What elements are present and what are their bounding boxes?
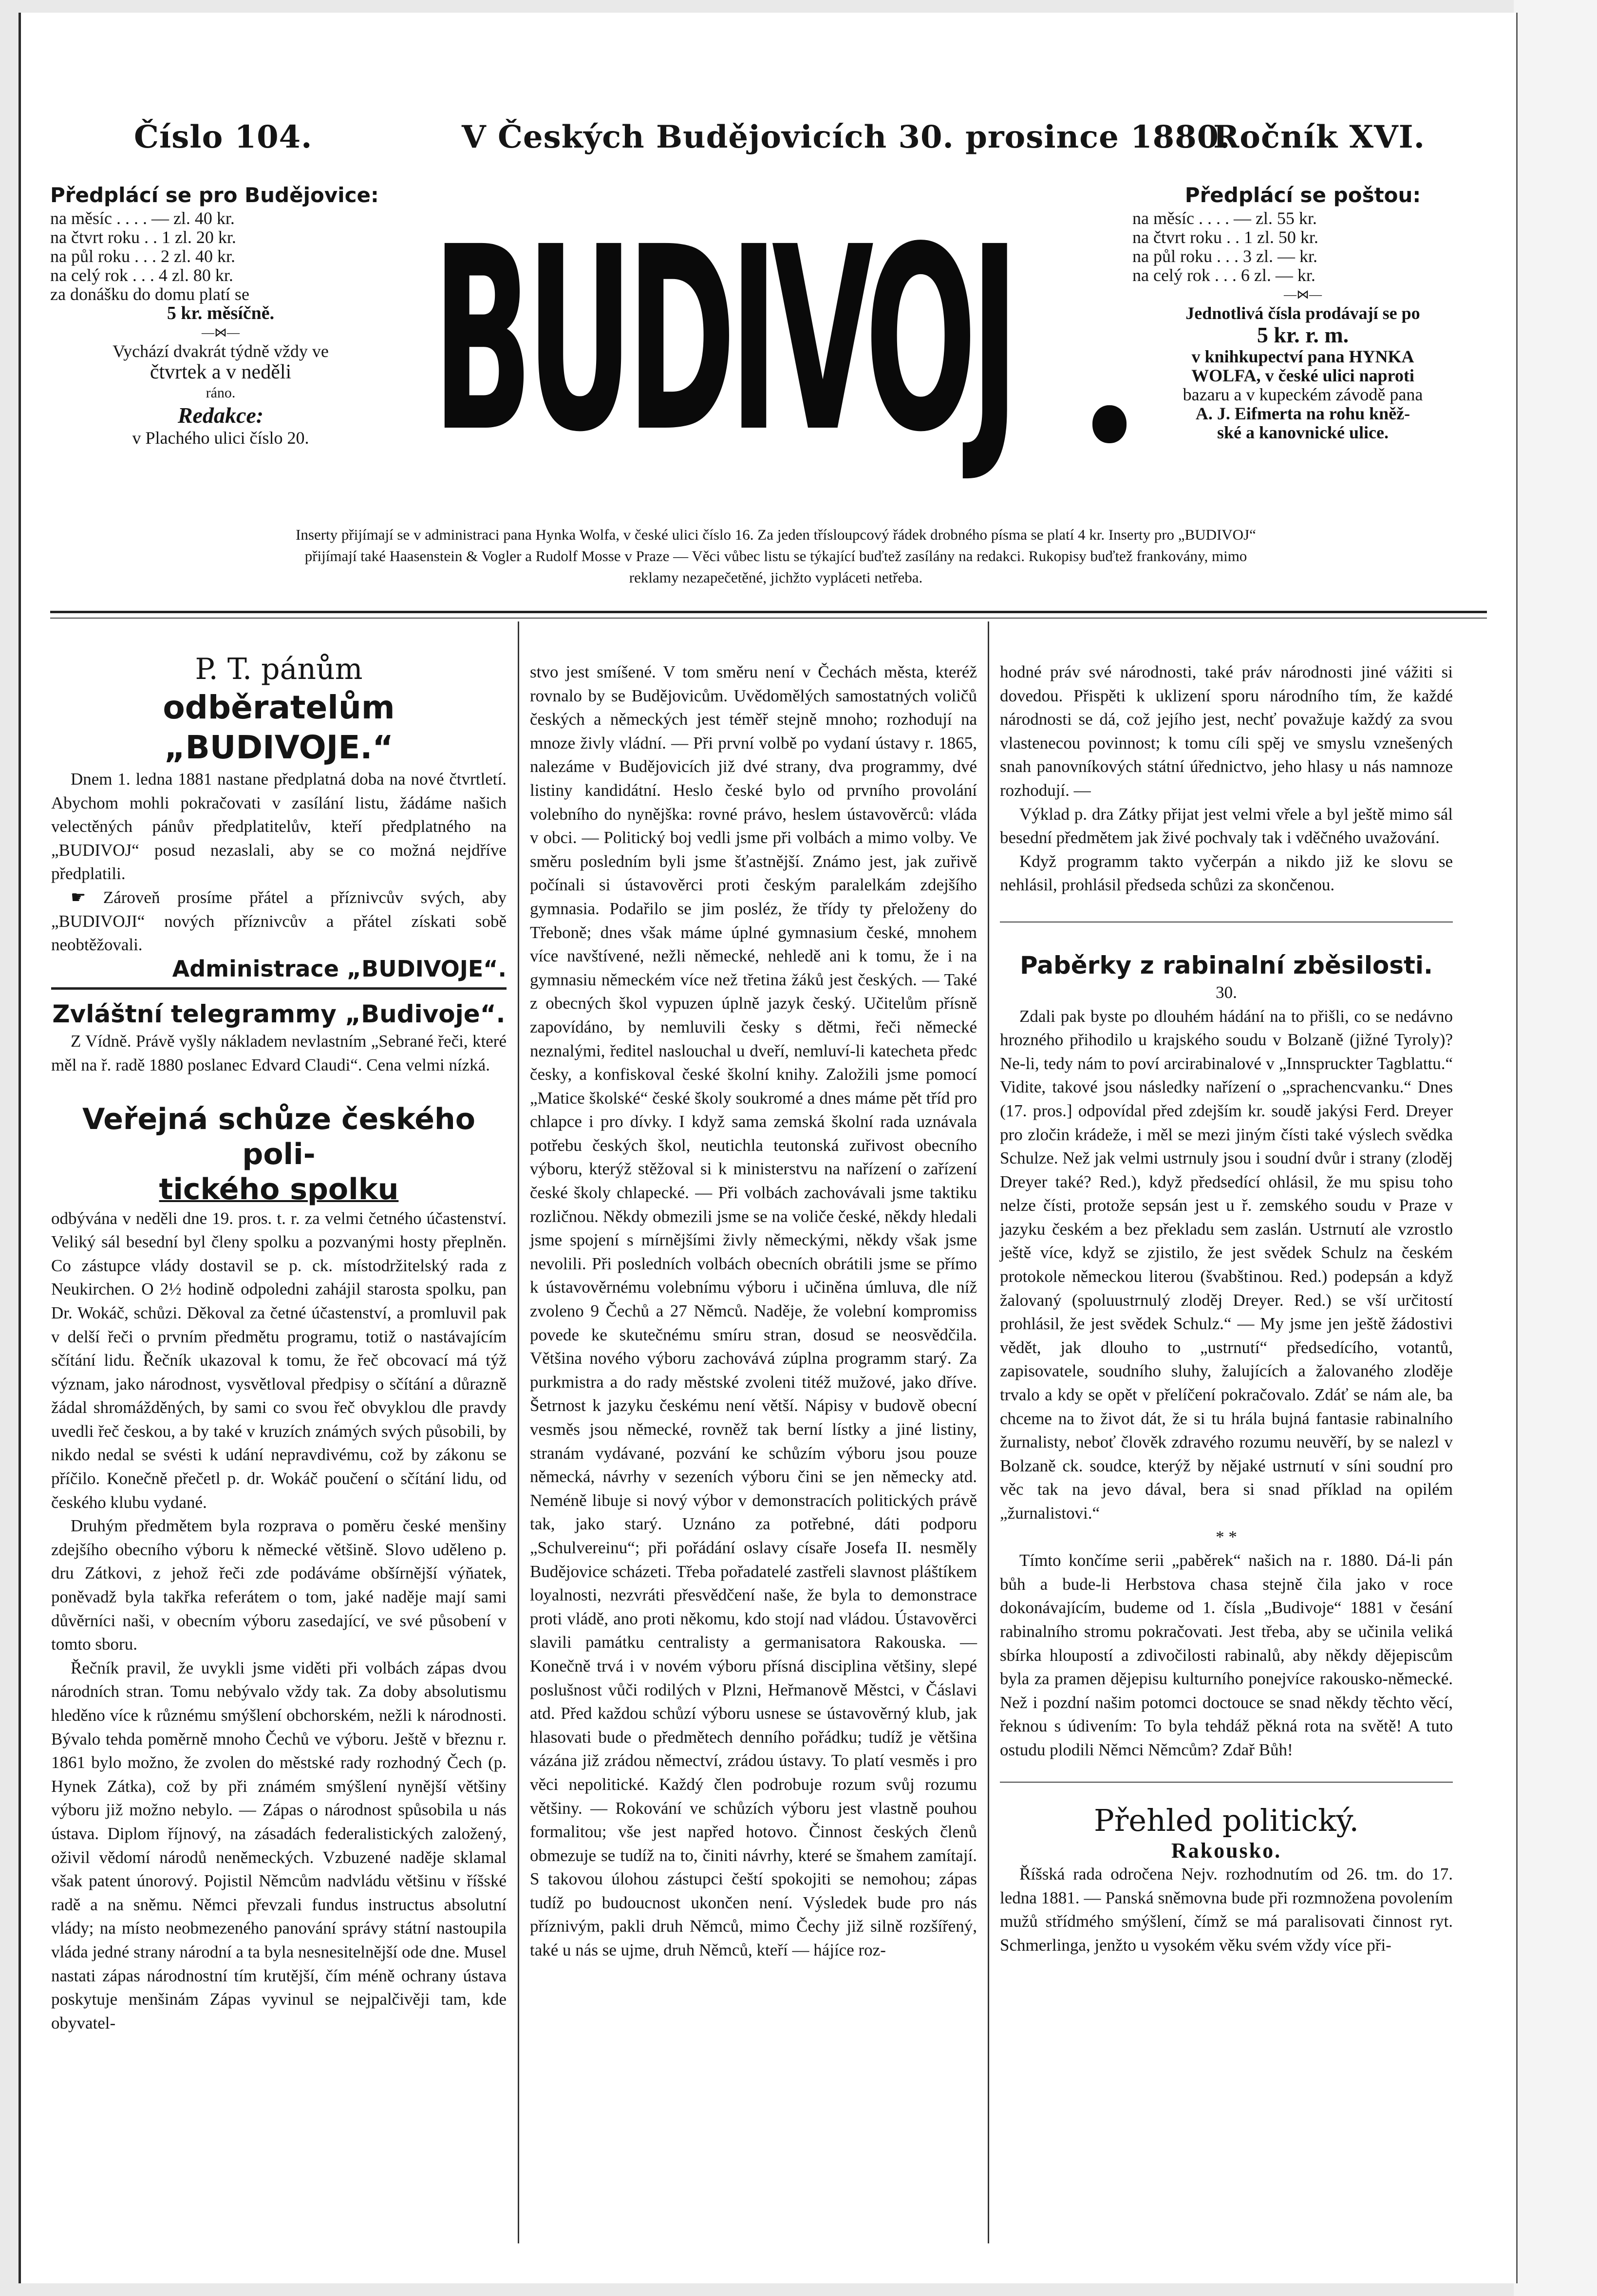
- paberky-title: Paběrky z rabinalní zběsilosti.: [1019, 951, 1433, 979]
- logo-period: [1092, 405, 1127, 443]
- notice-line: reklamy nezapečetěné, jichžto vypláceti netřeba.: [629, 569, 923, 586]
- editor-label: Redakce:: [177, 403, 264, 428]
- article-paragraph: Druhým předmětem byla rozprava o poměru české menšiny zdejšího obecního výboru k německé většině. Slovo uděleno p. dru Zátkovi, z jehož řeči zde podáváme obšírnější výňatek, poněvadž byla takřka referátem o tom, jaké naděje mají sami důvěrníci naši, v obecním výboru zasedající, ve své působení v tomto sboru.: [51, 1516, 507, 1654]
- volume: Ročník XVI.: [1213, 119, 1425, 155]
- issue-number: Číslo 104.: [134, 119, 313, 155]
- notice-line: přijímají také Haasenstein & Vogler a Rudolf Mosse v Praze — Věci vůbec listu se týkající buďtež zasílány na redakci. Rukopisy buďtež frankovány, mimo: [304, 547, 1247, 565]
- section-rule: [1000, 1782, 1453, 1783]
- column-2: [530, 660, 977, 1962]
- price-row: na měsíc . . . . — zl. 40 kr.: [50, 208, 235, 228]
- price-row: na půl roku . . . 2 zl. 40 kr.: [50, 246, 235, 266]
- article-paragraph: Zdali pak byste po dlouhém hádání na to přišli, co se nedávno hrozného přihodilo u krajského soudu v Bolzaně (jižné Tyroly)? Ne-li, tedy nám to poví arcirabinalové v „Innspruckter Tagblattu.“ Vidite, takové jsou následky nařízení o „sprachencvanku.“ Dnes (17. pros.] odpovídal před zdejším kr. soudě jakýsi Ferd. Dreyer pro zločin krádeže, i měl se mezi jiným čísti také výslech svědka Schulze. Než jak velmi ustrnuly jsou i soudní dvůr i strany (zloděj Dreyer také? Red.), když předsedící ohlásil, že mu spisu toho nelze čísti, protože sepsán jest u ř. zemského soudu v Praze v jazyku českém a bez překladu sem zaslán. Ustrnutí ale vzrostlo ještě více, když se zjistilo, že jest svědek Schulz na českém protokole německou literou (švabštinou. Red.) podepsán a když žalovaný (spoluustrnulý zloděj Dreyer. Red.) se vší určitostí prohlásil, že jest svědek Schulz.“ — My jsme jen ještě žádostivi vědět, jak dlouho to „ustrnutí“ předsedícího, votantů, zapisovatele, soudního sluhy, žalujících a žalovaného zloděje trvalo a kdy se opět v přelíčení pokračovalo. Zdáť se nám ale, ba chceme na to život dát, že si tu hrála bujná fantasie rabinalního žurnalisty, neboť člověk zdravého rozumu neuvěří, by se nalezl v Bolzaně ck. soudce, kterýž by nějaké ustrnutí v síni soudní pro věc tak na jevo dával, bera si snad příklad na opilém „žurnalistovi.“: [1000, 1006, 1453, 1523]
- header-rule: [50, 611, 1487, 613]
- subscription-local-title: Předplácí se pro Budějovice:: [50, 183, 379, 207]
- seller-line: WOLFA, v české ulici naproti: [1191, 366, 1414, 385]
- price-row: na čtvrt roku . . 1 zl. 20 kr.: [50, 227, 236, 247]
- notice-body: ☛ Zároveň prosíme přátel a příznivcův svých, aby „BUDIVOJI“ nových příznivcův a přátel získati sobě neobtěžovali.: [51, 887, 507, 955]
- article-title: Veřejná schůze českého poli-: [82, 1102, 475, 1171]
- newspaper-page: [19, 13, 1518, 2283]
- seller-line: bazaru a v kupeckém závodě pana: [1183, 385, 1423, 404]
- seller-line: ské a kanovnické ulice.: [1217, 423, 1389, 442]
- article-paragraph: Tímto končíme serii „paběrek“ našich na r. 1880. Dá-li pán bůh a bude-li Herbstova chasa stejně čila jako v roce dokonávajícím, budeme od 1. čísla „Budivoje“ 1881 v česání rabinalního stromu pokračovati. Jest třeba, aby se učinila veliká sbírka hloupostí a zdivočilosti rabinalů, aby někdy dějepiscům byla za pramen dějepisu kulturního ponejvíce rakousko-německé. Než i pozdní našim potomci doctouce se snad někdy těchto věcí, řeknou s údivením: To byla tehdáž pěkná rota na světě! A tuto ostudu plodili Němci Němcům? Zdař Bůh!: [1000, 1551, 1453, 1759]
- issue-frequency: Vychází dvakrát týdně vždy ve: [113, 341, 329, 361]
- price-row: na měsíc . . . . — zl. 55 kr.: [1132, 208, 1317, 228]
- subscription-post: [1132, 183, 1473, 442]
- notice-body: Dnem 1. ledna 1881 nastane předplatná doba na nové čtvrtletí. Abychom mohli pokračovati v zasílání listu, žádáme našich velectěných pánův předplatitelův, kteří předplatného na „BUDIVOJ“ posud nezaslali, aby se co možná nejdříve předplatili.: [51, 770, 507, 884]
- delivery-price: 5 kr. měsíčně.: [167, 303, 275, 323]
- seller-line: A. J. Eifmerta na rohu kněž-: [1195, 404, 1410, 423]
- telegram-title: Zvláštní telegrammy „Budivoje“.: [52, 1000, 506, 1029]
- subscription-post-title: Předplácí se poštou:: [1184, 183, 1421, 207]
- issue-time: ráno.: [206, 385, 236, 401]
- politics-title: Přehled politický.: [1093, 1802, 1359, 1838]
- section-rule: [51, 987, 507, 990]
- column-1: [51, 651, 507, 2035]
- price-row: na čtvrt roku . . 1 zl. 50 kr.: [1132, 227, 1318, 247]
- telegram-body: Z Vídně. Právě vyšly nákladem nevlastním „Sebrané řeči, které měl na ř. radě 1880 poslanec Edvard Claudi“. Cena velmi nízká.: [51, 1032, 507, 1074]
- administration-signature: Administrace „BUDIVOJE“.: [172, 955, 507, 982]
- divider-ornament: —⋈—: [1284, 287, 1322, 301]
- editor-address: v Plachého ulici číslo 20.: [132, 428, 309, 448]
- paberky-number: 30.: [1216, 982, 1237, 1002]
- column-divider: [988, 621, 989, 2243]
- politics-subtitle: Rakousko.: [1171, 1838, 1282, 1863]
- delivery-note: za donášku do domu platí se: [50, 284, 249, 304]
- price-row: na celý rok . . . 4 zl. 80 kr.: [50, 265, 233, 285]
- header-rule-thin: [50, 618, 1487, 619]
- section-stars: * *: [1216, 1527, 1237, 1546]
- article-paragraph: stvo jest smíšené. V tom směru není v Čechách města, kteréž rovnalo by se Budějovicům. Uvědomělých samostatných voličů českých a německých jest téměř stejně mnoho; rozhodují na mnoze živly vládní. — Při první volbě po vydaní ústavy r. 1865, nalezáme v Budějovicích již dvé strany, dva programmy, dvé listiny kandidátní. Heslo české bylo od prvního provolání volebního do nynějška: rovné právo, heslem ústavověrců: vláda v obci. — Politický boj vedli jsme při volbách a mimo volby. Ve směru posledním byli jsme šťastnější. Známo jest, jak zuřivě počínali si ústavověrci proti českým paralelkám zdejšího gymnasia. Podařilo se jim posléz, že třídy ty přeloženy do Třeboně; dnes však máme úplné gymnasium české, mnohem více navštívené, nežli německé, nehledě ani k tomu, že i na gymnasiu německém více než třetina žáků jest českých. — Také z obecných škol vypuzen úplně jazyk český. Učitelům přísně zapovídáno, by nemluvili česky s dětmi, řeči německé neznalými, ředitel naslouchal u dveří, nemluví-li katecheta předc česky, a konfiskoval české školní knihy. Založili jsme pomocí „Matice školské“ české školy soukromé a dnes máme pět tříd pro chlapce i pro dívky. I když sama zemská školní rada uznávala potřebu českých škol, neutichla teutonská zuřivost obecního výboru, kterýž stěžoval si k ministerstvu na nařízení o zařízení české školy chlapecké. — Při volbách zachovávali jsme taktiku rozličnou. Někdy obmezili jsme se na voliče české, někdy hledali jsme spojení s mírnějšími živly německými, někdy však jsme nevolili. Při posledních volbách obecních obrátili jsme se přímo k ústavověrnému volebnímu výboru i učiněna úmluva, dle níž zvoleno 9 Čechů a 27 Němců. Naděje, že volební kompromiss povede ke skutečnému smíru stran, dosud se neosvědčila. Většina nového výboru zachovává zúplna programm starý. Za purkmistra a do rady městské zvoleni titéž mužové, jako dříve. Šetrnost k jazyku českému není větší. Nápisy v budově obecní vesměs jsou německé, rovněž tak berní lístky a jiné listiny, stranám vydávané, pozvání ke schůzím výboru jsou pouze německá, návrhy v sezeních výboru čini se jen německy atd. Neméně libuje si nový výbor v demonstracích politických právě tak, jako starý. Uznáno za potřebné, dáti podporu „Schulvereinu“; při pořádání oslavy císaře Josefa II. nesměly Budějovice scházeti. Třeba pořadatelé zastřeli slavnost pláštíkem loyalnosti, nezvráti přesvědčení naše, že byla to demonstrace proti vládě, ano proti někomu, kdo stojí nad vládou. Ústavověrci slavili památku centralisty a germanisatora Rakouska. — Konečně trvá i v novém výboru přísná disciplina většiny, slepé poslušnost vůči rodilých v Plzni, Heřmanově Městci, v Čáslavi atd. Před každou schůzí výboru usnese se ústavověrný klub, jak hlasovati bude o předmětech denního pořádku; tudíž je většina vázána již zrádou němectví, zrádou ústavy. To platí vesměs i pro věci nepolitické. Každý člen podrobuje rozum svůj rozumu většiny. — Rokování ve schůzích výboru jest vlastně pouhou formalitou; vše jest napřed hotovo. Činnost českých členů obmezuje se tudíž na to, činiti návrhy, které se šmahem zamítají. S takovou úlohou zástupci čeští spokojiti se nemohou; zápas tudíž po budoucnost ukončen není. Výsledek bude pro nás příznivým, pakli druh Němců, mimo Čechy již silně rozšířený, také u nás se ujme, druh Němců, kteří — hájíce roz-: [530, 662, 977, 1960]
- single-copies: Jednotlivá čísla prodávají se po: [1185, 303, 1420, 323]
- price-row: na půl roku . . . 3 zl. — kr.: [1132, 246, 1317, 266]
- advertising-notice: [167, 524, 1385, 588]
- seller-line: v knihkupectví pana HYNKA: [1191, 347, 1414, 366]
- article-paragraph: Když programm takto vyčerpán a nikdo již ke slovu se nehlásil, prohlásil předseda schůzi za skončenou.: [1000, 851, 1453, 895]
- notice-heading: P. T. pánům: [195, 652, 363, 686]
- scan-margin: [1514, 0, 1597, 2296]
- single-price: 5 kr. r. m.: [1257, 322, 1349, 347]
- place-date: V Českých Budějovicích 30. prosince 1880.: [462, 119, 1231, 155]
- price-row: na celý rok . . . 6 zl. — kr.: [1132, 265, 1315, 285]
- article-paragraph: Výklad p. dra Zátky přijat jest velmi vřele a byl ještě mimo sál besední předmětem jak živé pochvaly tak i vděčného uvažování.: [1000, 804, 1453, 847]
- newspaper-logo: BUDIVOJ: [432, 192, 1013, 488]
- article-paragraph: Říšská rada odročena Nejv. rozhodnutím od 26. tm. do 17. ledna 1881. — Panská sněmovna bude při rozmnožena povolením mužů střídmého smýšlení, čímž se má paralisovati činnost ryt. Schmerlinga, jenžto u vysokém věku svém vždy více při-: [1000, 1864, 1453, 1955]
- article-paragraph: hodné práv své národnosti, také práv národnosti jiné vážiti si dovedou. Přispěti k uklizení sporu národního tím, že každé národnosti se dá, což jejího jest, nechť považuje každý za svou vlastenecou povinnost; k tomu cíli spěj ve smyslu vznešených snah panovníkových státní úřednictvo, jeho hlasy u nás namnoze rozhodují. —: [1000, 662, 1453, 800]
- divider-ornament: —⋈—: [202, 325, 240, 339]
- subscription-local: [50, 183, 391, 448]
- article-title: tického spolku: [159, 1172, 399, 1206]
- column-divider: [518, 621, 519, 2243]
- article-paragraph: Řečník pravil, že uvykli jsme viděti při volbách zápas dvou národních stran. Tomu nebývalo vždy tak. Za doby absolutismu hleděno více k různému smýšlení obchorském, nežli k národnosti. Bývalo tehda poměrně mnoho Čechů ve výboru. Ještě v březnu r. 1861 bylo možno, že zvolen do městské rady rozhodný Čech (p. Hynek Zátka), což by při známém smýšlení nynější většiny výboru již možno nebylo. — Zápas o národnost spůsobila u nás ústava. Diplom říjnový, na zásadách federalistických založený, oživil vědomí národů neněmeckých. Vzbuzené naděje sklamal však patent únorový. Pojistil Němcům nadvládu většinu v říšské radě a na sněmu. Němci převzali fundus instructus absolutní vlády; na místo neobmezeného panování správy státní nastoupila vláda jedné strany národní a ta byla nesnesitelnější ode dne. Musel nastati zápas národnostní tím krutější, čím méně ochrany ústava poskytuje menšinám Zápas vyvinul se nejpalčivěji tam, kde obyvatel-: [51, 1658, 507, 2033]
- issue-days: čtvrtek a v neděli: [150, 361, 292, 383]
- column-3: [1000, 660, 1453, 1957]
- article-paragraph: odbývána v neděli dne 19. pros. t. r. za velmi četného účastenství. Veliký sál besední byl členy spolku a pozvanými hosty přeplněn. Co zástupce vlády dostavil se p. ck. místodržitelský rada z Neukirchen. O 2½ hodině odpoledni zahájil starosta spolku, pan Dr. Wokáč, schůzi. Děkoval za četné účastenství, a promluvil pak v delší řeči o prvním předmětu programu, totiž o nastávajícím sčítání lidu. Řečník ukazoval k tomu, že řeč obcovací má týž význam, jako národnost, vysvětloval předpisy o sčítání a důrazně žádal shromážděných, by sami co svou řeč obvyklou dle pravdy uvedli řeč českou, a by také v kruzích známých svých působili, by nikdo nedal se svésti k udání nepravdivému, což by zákonu se příčilo. Konečně přečetl p. dr. Wokáč poučení o sčítání lidu, od českého klubu vydané.: [51, 1208, 507, 1512]
- notice-title: odběratelům „BUDIVOJE.“: [163, 689, 395, 766]
- notice-line: Inserty přijímají se v administraci pana Hynka Wolfa, v české ulici číslo 16. Za jeden třísloupcový řádek drobného písma se platí 4 kr. Inserty pro „BUDIVOJ“: [296, 526, 1256, 543]
